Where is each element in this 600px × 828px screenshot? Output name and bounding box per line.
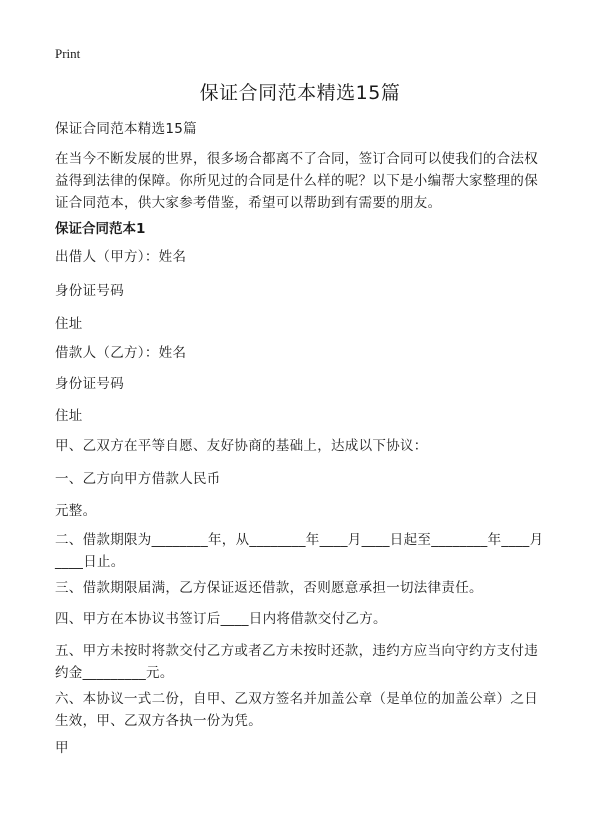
- clause-1: 一、乙方向甲方借款人民币: [55, 471, 221, 487]
- paragraph-lender-id: 身份证号码: [55, 283, 124, 299]
- print-link[interactable]: Print: [55, 46, 81, 61]
- paragraph-lender: 出借人（甲方）：姓名: [55, 249, 187, 265]
- clause-5: 五、甲方未按时将款交付乙方或者乙方未按时还款，违约方应当向守约方支付违约金_________元。: [55, 643, 538, 681]
- paragraph-borrower-address: 住址: [55, 408, 83, 424]
- section-heading: 保证合同范本1: [55, 221, 146, 237]
- intro-paragraph: 在当今不断发展的世界，很多场合都离不了合同，签订合同可以使我们的合法权益得到法律的保障。你所见过的合同是什么样的呢？以下是小编帮大家整理的保证合同范本，供大家参考借鉴，希望可以帮助到有需要的朋友。: [55, 151, 538, 211]
- paragraph-borrower-id: 身份证号码: [55, 376, 124, 392]
- paragraph-lender-address: 住址: [55, 316, 83, 332]
- clause-2: 二、借款期限为________年，从________年____月____日起至________年____月____日止。: [55, 532, 544, 570]
- clause-3: 三、借款期限届满，乙方保证返还借款，否则愿意承担一切法律责任。: [55, 580, 483, 596]
- paragraph-agreement: 甲、乙双方在平等自愿、友好协商的基础上，达成以下协议：: [55, 438, 428, 454]
- clause-1-amount: 元整。: [55, 503, 97, 519]
- clause-4: 四、甲方在本协议书签订后____日内将借款交付乙方。: [55, 611, 387, 627]
- document-subtitle: 保证合同范本精选15篇: [55, 121, 197, 137]
- signature-party-a: 甲: [55, 740, 69, 756]
- clause-6: 六、本协议一式二份，自甲、乙双方签名并加盖公章（是单位的加盖公章）之日生效，甲、乙双方各执一份为凭。: [55, 691, 538, 729]
- paragraph-borrower: 借款人（乙方）：姓名: [55, 345, 187, 361]
- document-title: 保证合同范本精选15篇: [199, 82, 401, 104]
